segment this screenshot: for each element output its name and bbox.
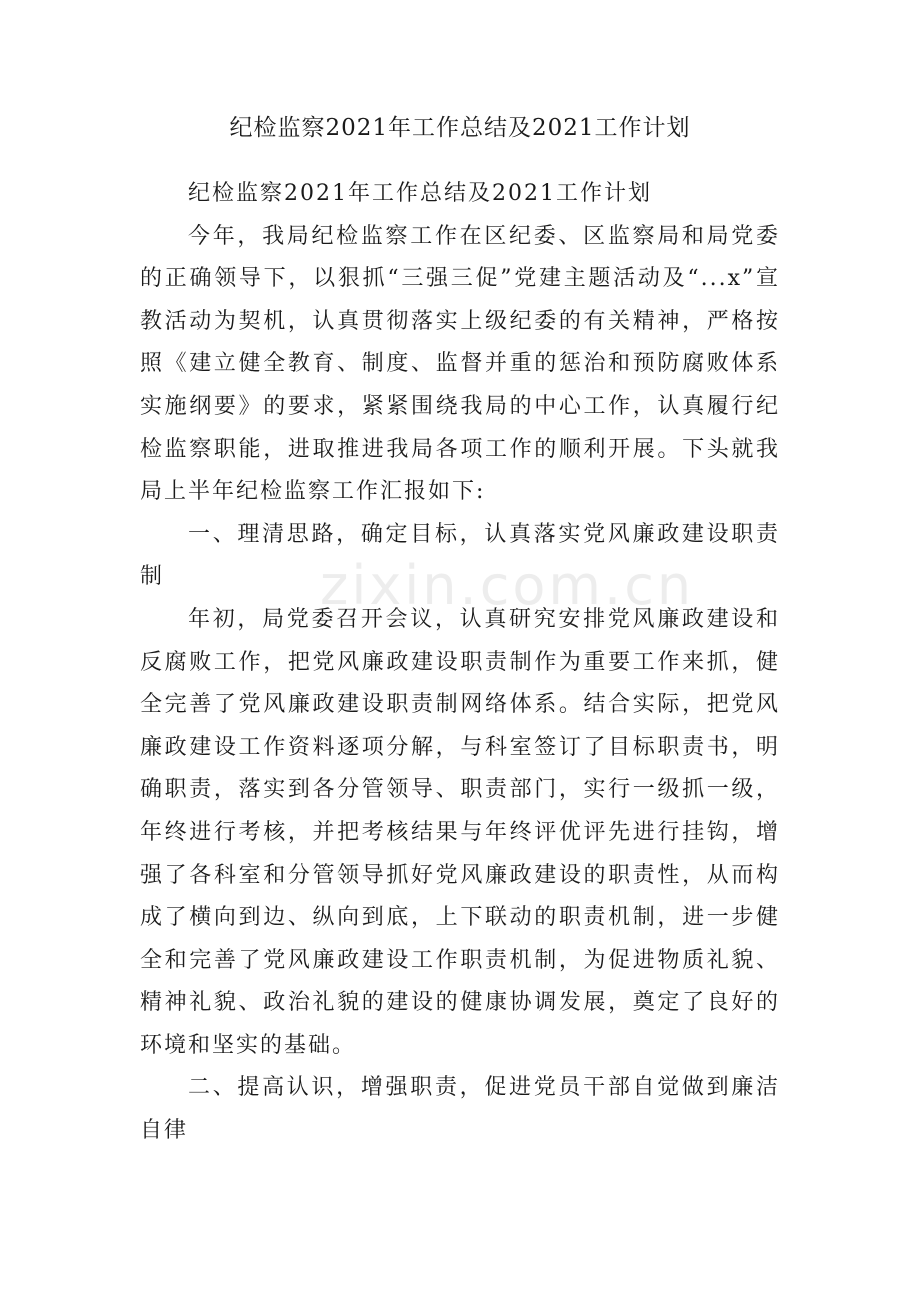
document-title: 纪检监察2021年工作总结及2021工作计划: [229, 115, 691, 141]
section-heading-2: 二、提高认识，增强职责，促进党员干部自觉做到廉洁自律: [140, 1075, 780, 1144]
body-paragraph-intro: 今年，我局纪检监察工作在区纪委、区监察局和局党委的正确领导下，以狠抓“三强三促”党建主题活动及“...x”宣教活动为契机，认真贯彻落实上级纪委的有关精神，严格按照《建立健全教育、制度、监督并重的惩治和预防腐败体系实施纲要》的要求，紧紧围绕我局的中心工作，认真履行纪检监察职能，进取推进我局各项工作的顺利开展。下头就我局上半年纪检监察工作汇报如下:: [140, 223, 780, 505]
body-paragraph-section-1: 年初，局党委召开会议，认真研究安排党风廉政建设和反腐败工作，把党风廉政建设职责制作为重要工作来抓，健全完善了党风廉政建设职责制网络体系。结合实际，把党风廉政建设工作资料逐项分解，与科室签订了目标职责书，明确职责，落实到各分管领导、职责部门，实行一级抓一级，年终进行考核，并把考核结果与年终评优评先进行挂钩，增强了各科室和分管领导抓好党风廉政建设的职责性，从而构成了横向到边、纵向到底，上下联动的职责机制，进一步健全和完善了党风廉政建设工作职责机制，为促进物质礼貌、精神礼貌、政治礼貌的建设的健康协调发展，奠定了良好的环境和坚实的基础。: [140, 606, 780, 1058]
watermark-text: zixin.com.cn: [320, 554, 695, 617]
body-subtitle-paragraph: 纪检监察2021年工作总结及2021工作计划: [188, 181, 652, 206]
document-body: [140, 173, 780, 1153]
section-heading-1: 一、理清思路，确定目标，认真落实党风廉政建设职责制: [140, 521, 780, 590]
